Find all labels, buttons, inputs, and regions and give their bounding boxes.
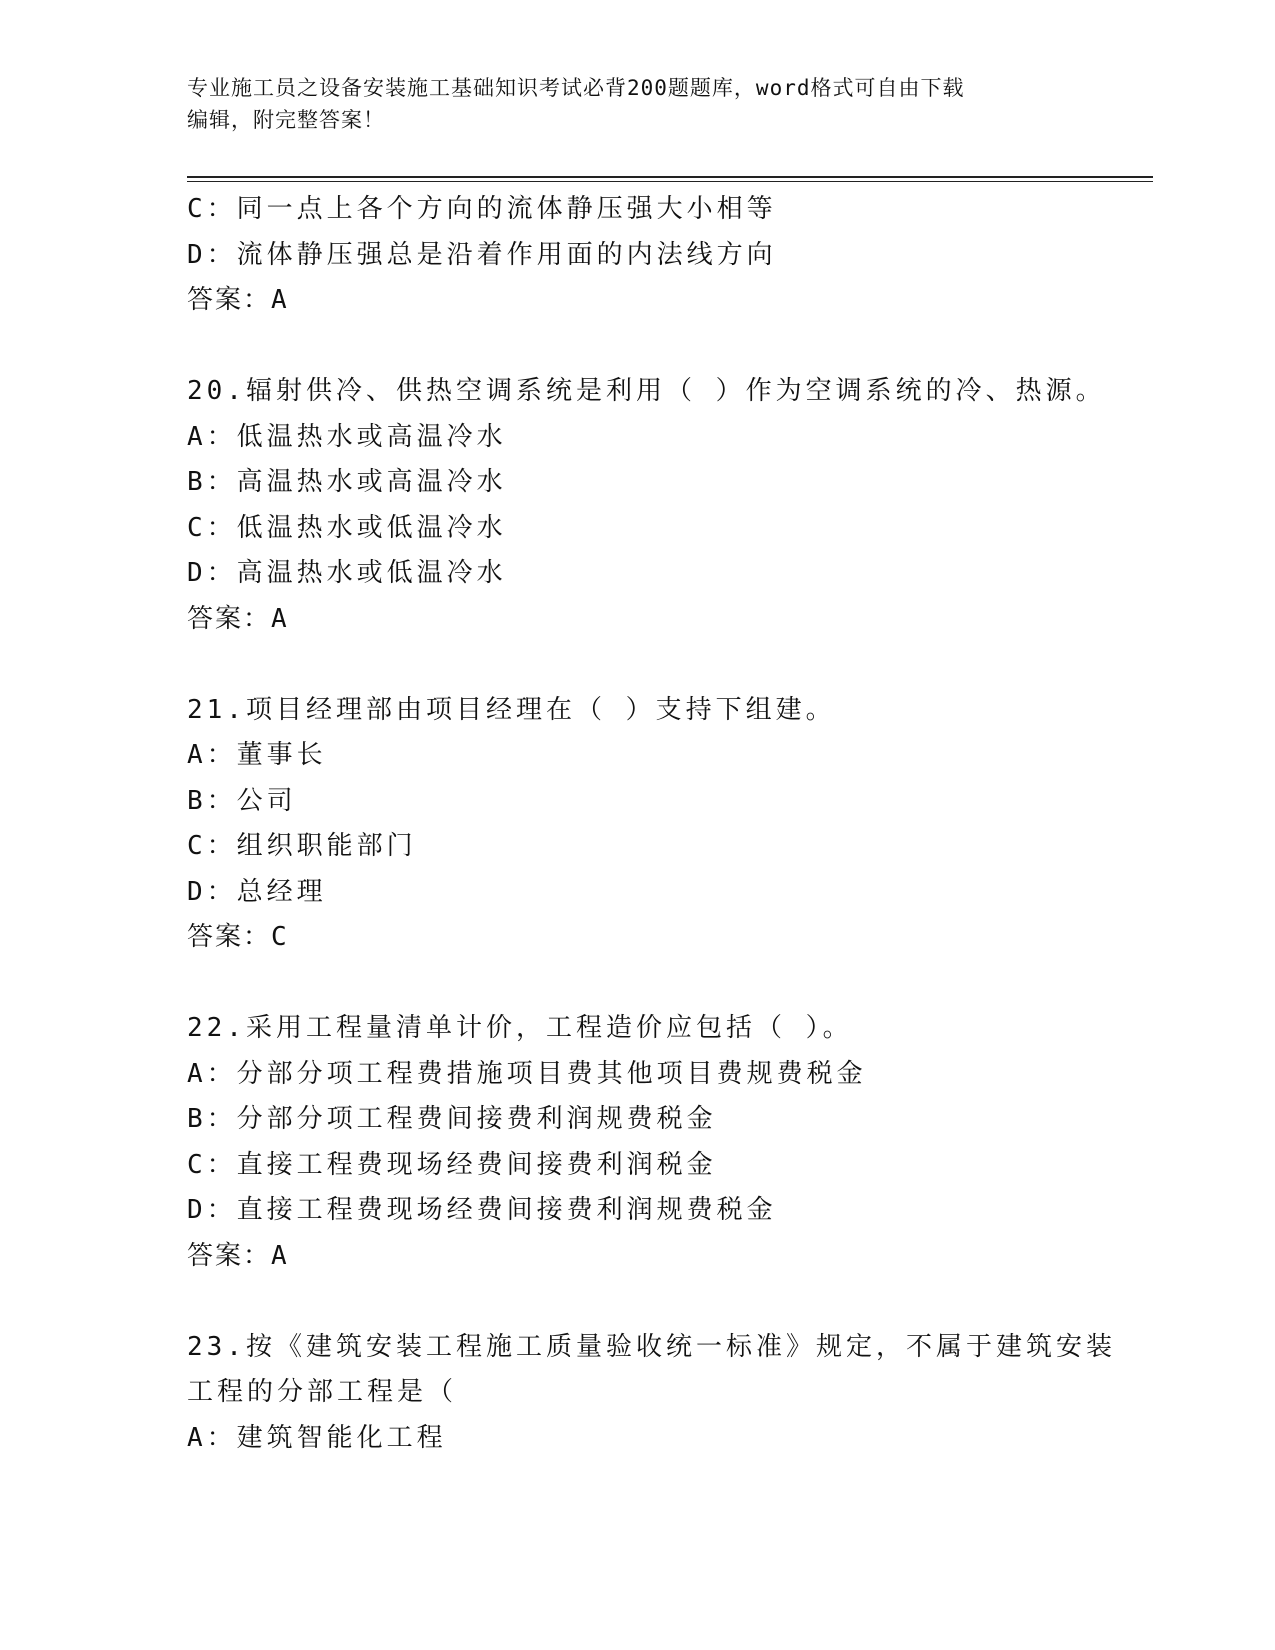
answer-line: 答案：A bbox=[187, 603, 289, 634]
block-spacer bbox=[187, 324, 1167, 370]
question-stem: 20.辐射供冷、供热空调系统是利用（ ）作为空调系统的冷、热源。 bbox=[187, 376, 1106, 406]
option-line: D：流体静压强总是沿着作用面的内法线方向 bbox=[187, 239, 777, 270]
answer-line: 答案：A bbox=[187, 285, 289, 315]
option-line: D：直接工程费现场经费间接费利润规费税金 bbox=[187, 1195, 777, 1225]
option-line: C：同一点上各个方向的流体静压强大小相等 bbox=[187, 194, 777, 224]
question-stem-continued: 工程的分部工程是（ bbox=[187, 1377, 458, 1407]
option-line: A：低温热水或高温冷水 bbox=[187, 421, 507, 452]
header-divider-thick bbox=[187, 176, 1153, 178]
option-line: C：组织职能部门 bbox=[187, 831, 417, 861]
question-block bbox=[187, 187, 1167, 324]
document-header bbox=[187, 72, 1087, 136]
block-spacer bbox=[187, 1279, 1167, 1325]
question-block bbox=[187, 1006, 1167, 1279]
option-line: A：建筑智能化工程 bbox=[187, 1422, 447, 1453]
question-block bbox=[187, 369, 1167, 642]
block-spacer bbox=[187, 642, 1167, 688]
option-line: B：公司 bbox=[187, 785, 297, 816]
question-stem: 21.项目经理部由项目经理在（ ）支持下组建。 bbox=[187, 694, 836, 725]
question-list bbox=[187, 187, 1167, 1461]
answer-line: 答案：A bbox=[187, 1240, 289, 1271]
option-line: B：高温热水或高温冷水 bbox=[187, 467, 507, 497]
block-spacer bbox=[187, 961, 1167, 1007]
option-line: A：董事长 bbox=[187, 740, 327, 770]
answer-line: 答案：C bbox=[187, 922, 289, 952]
option-line: D：总经理 bbox=[187, 876, 327, 907]
option-line: C：低温热水或低温冷水 bbox=[187, 512, 507, 543]
header-title-line-2: 编辑，附完整答案！ bbox=[187, 108, 385, 132]
header-divider-thin bbox=[187, 181, 1153, 182]
option-line: A：分部分项工程费措施项目费其他项目费规费税金 bbox=[187, 1058, 867, 1089]
header-title-line-1: 专业施工员之设备安装施工基础知识考试必背200题题库，word格式可自由下载 bbox=[187, 76, 965, 100]
option-line: B：分部分项工程费间接费利润规费税金 bbox=[187, 1104, 717, 1134]
question-block bbox=[187, 688, 1167, 961]
option-line: D：高温热水或低温冷水 bbox=[187, 558, 507, 588]
question-block bbox=[187, 1325, 1167, 1462]
option-line: C：直接工程费现场经费间接费利润税金 bbox=[187, 1149, 717, 1180]
question-stem: 23.按《建筑安装工程施工质量验收统一标准》规定，不属于建筑安装 bbox=[187, 1331, 1116, 1362]
question-stem: 22.采用工程量清单计价，工程造价应包括（ ）。 bbox=[187, 1013, 853, 1043]
